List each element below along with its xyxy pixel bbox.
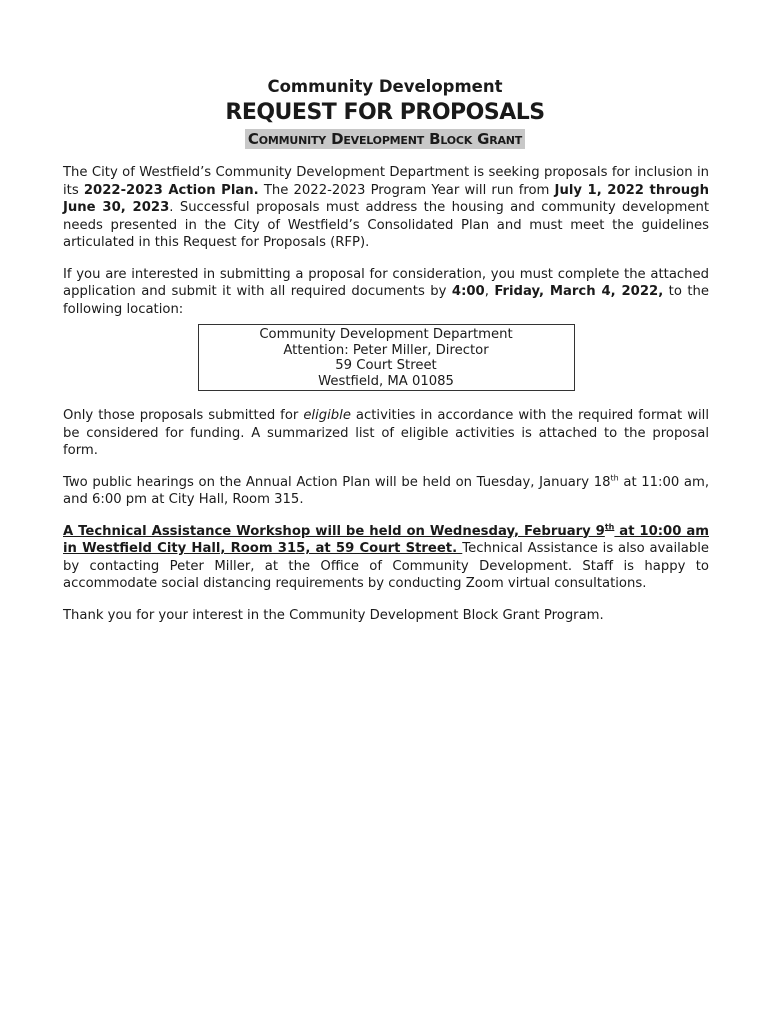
address-department: Community Development Department — [259, 327, 513, 342]
address-box — [198, 324, 575, 391]
address-street: 59 Court Street — [335, 358, 437, 373]
program-subtitle: Community Development Block Grant — [245, 129, 525, 149]
document-body — [63, 164, 709, 638]
submission-paragraph: If you are interested in submitting a proposal for consideration, you must complete the attached application and submit it with all required documents by 4:00, Friday, March 4, 2022, to the following location: — [63, 266, 710, 317]
address-city: Westfield, MA 01085 — [318, 373, 454, 389]
intro-paragraph: The City of Westfield’s Community Development Department is seeking proposals for inclusion in its 2022-2023 Action Plan. The 2022-2023 Program Year will run from July 1, 2022 through June 30, 2023. Successful proposals must address the housing and community development needs presented in the City of Westfield’s Consolidated Plan and must meet the guidelines articulated in this Request for Proposals (RFP). — [63, 165, 710, 250]
page-title: REQUEST FOR PROPOSALS — [225, 100, 545, 125]
header-department: Community Development — [267, 77, 503, 96]
address-attention: Attention: Peter Miller, Director — [283, 342, 489, 358]
document-header — [0, 0, 770, 149]
hearings-paragraph: Two public hearings on the Annual Action Plan will be held on Tuesday, January 18th at 11:00 am, and 6:00 pm at City Hall, Room 315. — [63, 473, 710, 507]
thank-you-line: Thank you for your interest in the Community Development Block Grant Program. — [63, 607, 604, 623]
eligibility-paragraph: Only those proposals submitted for eligible activities in accordance with the required format will be considered for funding. A summarized list of eligible activities is attached to the proposal form. — [63, 408, 709, 458]
workshop-paragraph: A Technical Assistance Workshop will be held on Wednesday, February 9th at 10:00 am in Westfield City Hall, Room 315, at 59 Court Street. Technical Assistance is also available by contacting Peter Miller, at the Office of Community Development. Staff is happy to accommodate social distancing requirements by conducting Zoom virtual consultations. — [63, 522, 709, 591]
